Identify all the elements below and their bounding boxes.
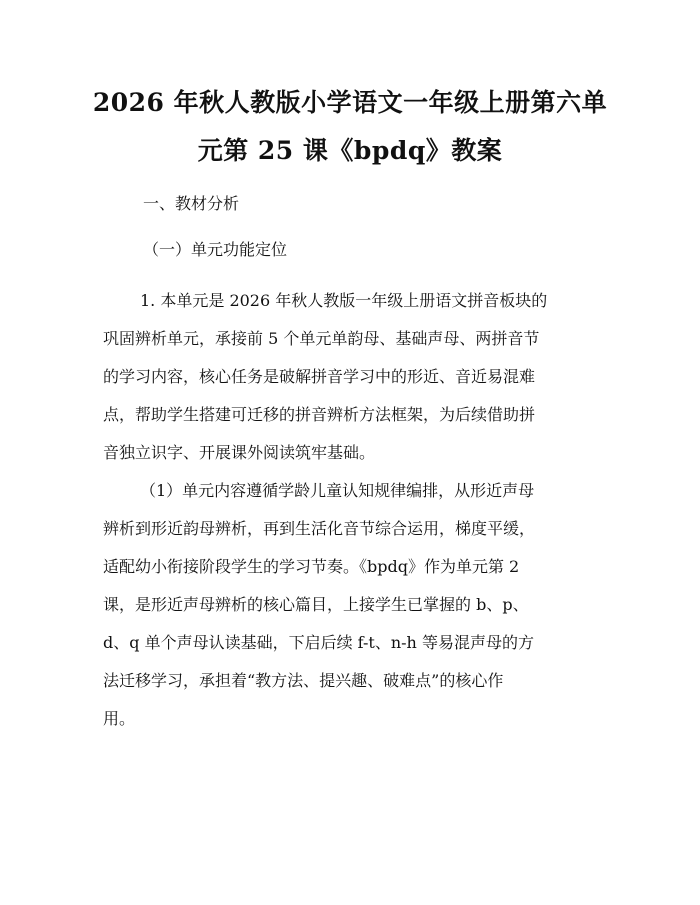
paragraph-1-line: 的学习内容，核心任务是破解拼音学习中的形近、音近易混难 [103,367,536,386]
paragraph-2-line: 适配幼小衔接阶段学生的学习节奏。《bpdq》作为单元第 2 [103,557,520,576]
paragraph-2-line: 课，是形近声母辨析的核心篇目，上接学生已掌握的 b、p、 [103,595,529,614]
paragraph-2-line: d、q 单个声母认读基础，下启后续 f-t、n-h 等易混声母的方 [103,633,534,652]
section-heading: 一、教材分析 [143,194,240,213]
paragraph-2-line: （1）单元内容遵循学龄儿童认知规律编排，从形近声母 [140,481,535,500]
subsection-heading: （一）单元功能定位 [143,240,288,259]
paragraph-1-line: 1. 本单元是 2026 年秋人教版一年级上册语文拼音板块的 [140,291,548,310]
paragraph-1 [103,282,603,472]
document-title-line-2: 元第 25 课《bpdq》教案 [197,136,503,165]
paragraph-1-line: 点，帮助学生搭建可迁移的拼音辨析方法框架，为后续借助拼 [103,405,536,424]
paragraph-2-line: 用。 [103,709,136,728]
paragraph-2 [103,472,603,738]
paragraph-1-line: 音独立识字、开展课外阅读筑牢基础。 [103,443,376,462]
paragraph-2-line: 辨析到形近韵母辨析，再到生活化音节综合运用，梯度平缓， [103,519,536,538]
paragraph-1-line: 巩固辨析单元，承接前 5 个单元单韵母、基础声母、两拼音节 [103,329,540,348]
document-title-line-1: 2026 年秋人教版小学语文一年级上册第六单 [92,88,608,117]
paragraph-2-line: 法迁移学习，承担着“教方法、提兴趣、破难点”的核心作 [103,671,504,690]
